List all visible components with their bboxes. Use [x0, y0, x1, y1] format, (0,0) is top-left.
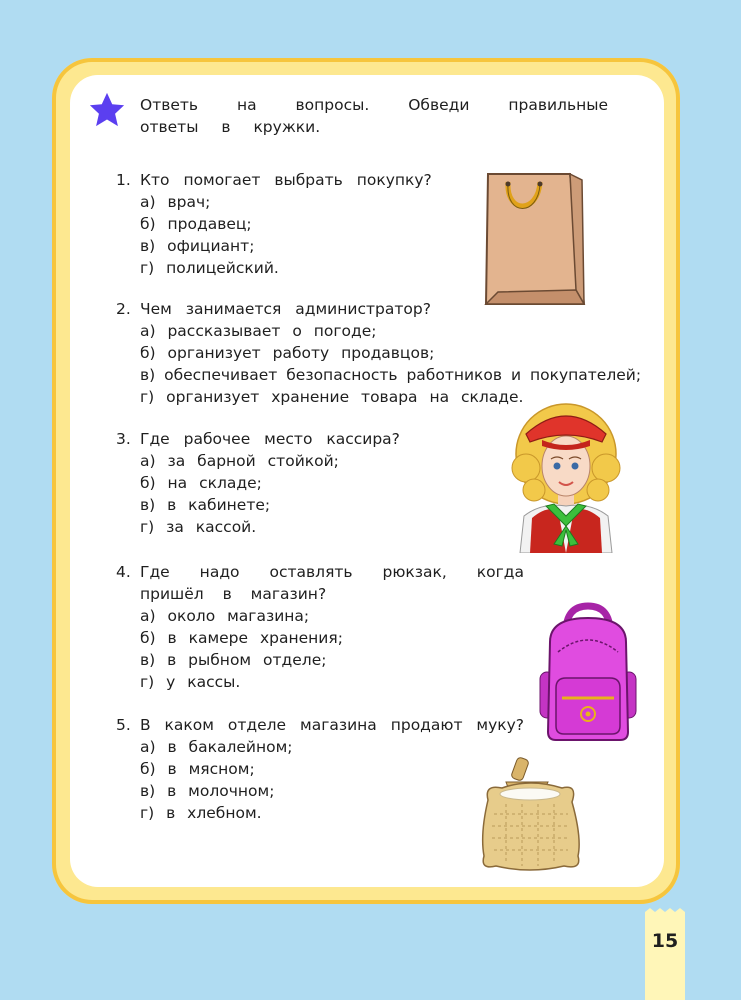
answer-option-b[interactable]: б) на складе; [140, 474, 262, 492]
cashier-girl-illustration [506, 398, 626, 553]
answer-option-b[interactable]: б) в мясном; [140, 760, 255, 778]
answer-option-b[interactable]: б) организует работу продавцов; [140, 344, 435, 362]
question-text: Чем занимается администратор? [140, 300, 431, 318]
answer-option-c[interactable]: в) в молочном; [140, 782, 275, 800]
question-text: Где рабочее место кассира? [140, 430, 400, 448]
backpack-illustration [538, 602, 638, 742]
instruction-text: Ответь на вопросы. Обведи правильные ответы в кружки. [140, 96, 608, 136]
question-number: 3. [116, 430, 131, 448]
answer-option-a[interactable]: а) врач; [140, 193, 211, 211]
answer-option-d[interactable]: г) полицейский. [140, 259, 279, 277]
flour-sack-illustration [478, 754, 584, 872]
answer-option-d[interactable]: г) в хлебном. [140, 804, 262, 822]
answer-option-b[interactable]: б) в камере хранения; [140, 629, 343, 647]
question-number: 5. [116, 716, 131, 734]
answer-option-d[interactable]: г) организует хранение товара на складе. [140, 388, 524, 406]
star-icon [88, 91, 126, 129]
answer-option-c[interactable]: в) в рыбном отделе; [140, 651, 327, 669]
answer-option-d[interactable]: г) за кассой. [140, 518, 257, 536]
shopping-bag-illustration [478, 170, 590, 310]
question-number: 1. [116, 171, 131, 189]
answer-option-c[interactable]: в) обеспечивает безопасность работников и покупателей; [140, 366, 642, 384]
question-text: Где надо оставлять рюкзак, когда пришёл в магазин? [140, 563, 524, 603]
answer-option-c[interactable]: в) в кабинете; [140, 496, 271, 514]
answer-option-a[interactable]: а) рассказывает о погоде; [140, 322, 377, 340]
question-text: Кто помогает выбрать покупку? [140, 171, 432, 189]
question-number: 4. [116, 563, 131, 581]
question-text: В каком отделе магазина продают муку? [140, 716, 525, 734]
answer-option-c[interactable]: в) официант; [140, 237, 255, 255]
answer-option-a[interactable]: а) за барной стойкой; [140, 452, 339, 470]
answer-option-a[interactable]: а) около магазина; [140, 607, 310, 625]
answer-option-a[interactable]: а) в бакалейном; [140, 738, 293, 756]
page-tab [645, 914, 685, 1000]
question-number: 2. [116, 300, 131, 318]
answer-option-d[interactable]: г) у кассы. [140, 673, 241, 691]
answer-option-b[interactable]: б) продавец; [140, 215, 252, 233]
question-2 [116, 298, 642, 408]
page-number: 15 [651, 930, 679, 952]
